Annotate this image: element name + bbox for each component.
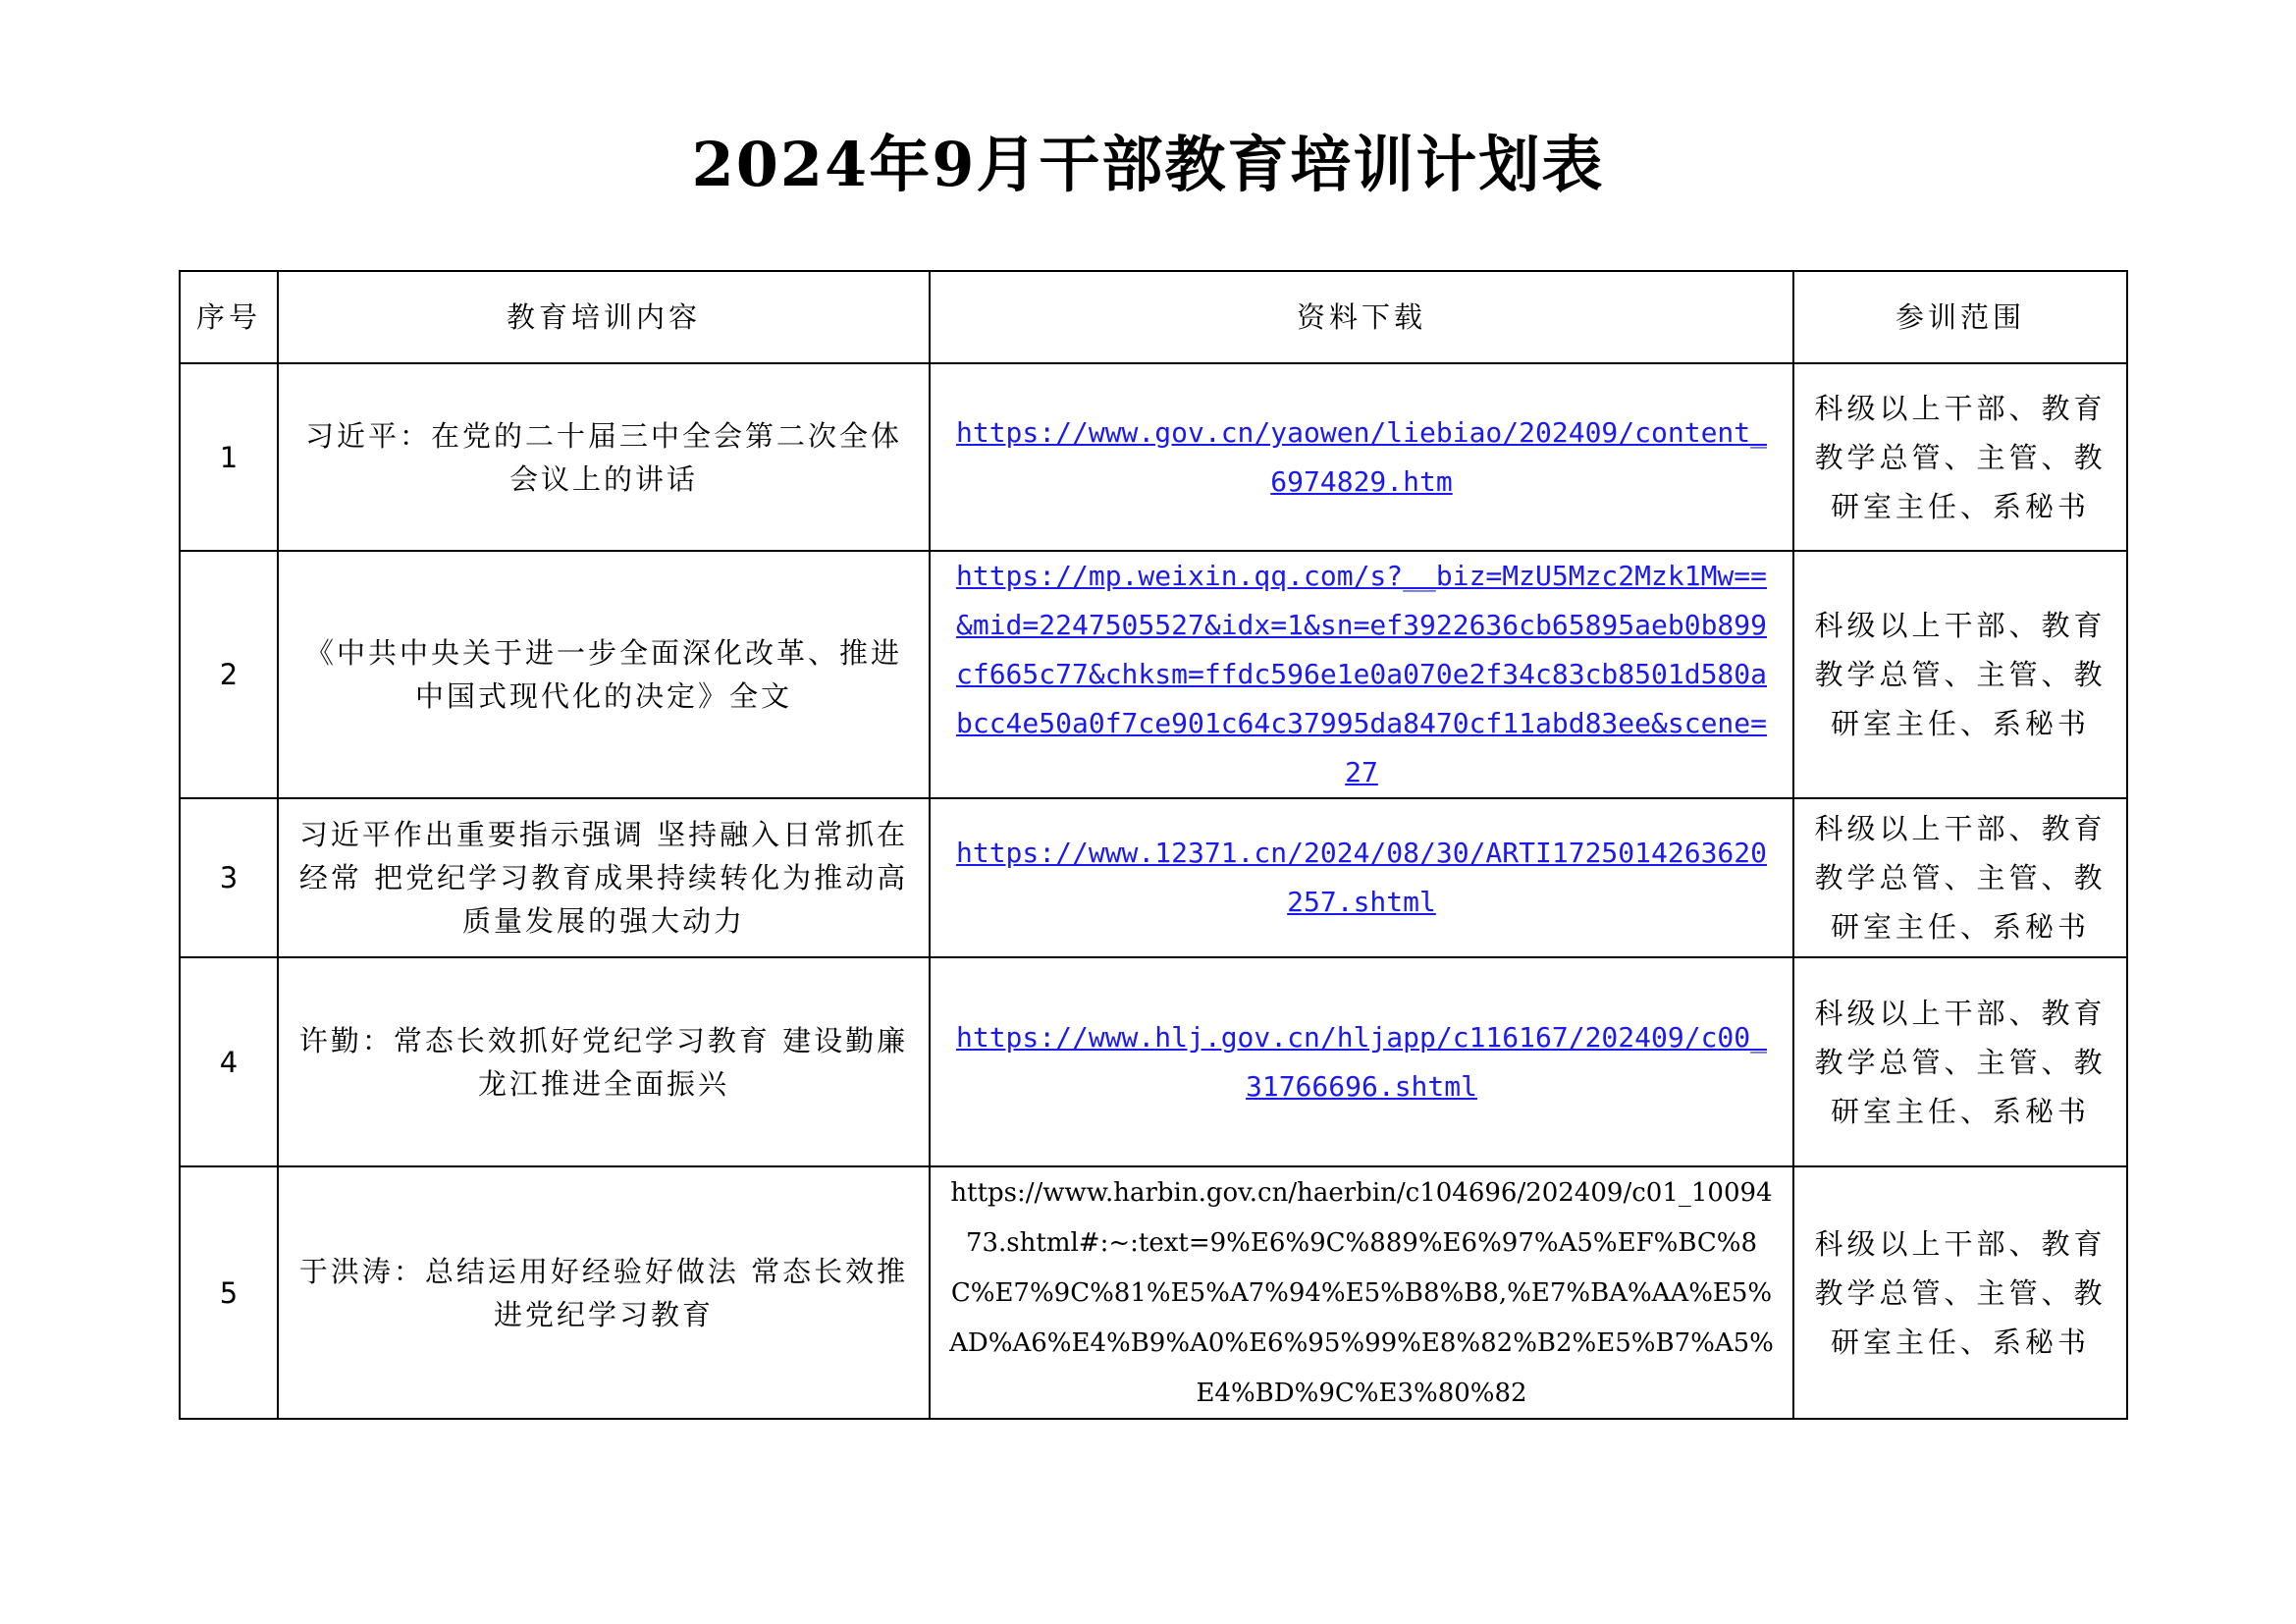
header-download: 资料下载 xyxy=(930,271,1793,363)
row-download-cell xyxy=(930,1166,1793,1419)
row-content: 习近平：在党的二十届三中全会第二次全体会议上的讲话 xyxy=(278,363,930,551)
page-title: 2024年9月干部教育培训计划表 xyxy=(691,129,1605,200)
row-seq: 3 xyxy=(180,798,278,957)
row-seq: 1 xyxy=(180,363,278,551)
row-seq: 5 xyxy=(180,1166,278,1419)
table-row xyxy=(180,798,2127,957)
header-scope: 参训范围 xyxy=(1793,271,2127,363)
row-download-cell xyxy=(930,363,1793,551)
row-seq: 2 xyxy=(180,551,278,798)
row-scope: 科级以上干部、教育教学总管、主管、教研室主任、系秘书 xyxy=(1793,363,2127,551)
row-content: 《中共中央关于进一步全面深化改革、推进中国式现代化的决定》全文 xyxy=(278,551,930,798)
table-row xyxy=(180,1166,2127,1419)
row-content: 于洪涛：总结运用好经验好做法 常态长效推进党纪学习教育 xyxy=(278,1166,930,1419)
training-plan-table xyxy=(179,270,2128,1420)
download-link[interactable]: https://www.hlj.gov.cn/hljapp/c116167/202409/c00_31766696.shtml xyxy=(955,1020,1767,1103)
header-content: 教育培训内容 xyxy=(278,271,930,363)
download-link[interactable]: https://www.gov.cn/yaowen/liebiao/202409/content_6974829.htm xyxy=(955,415,1767,498)
row-content: 许勤：常态长效抓好党纪学习教育 建设勤廉龙江推进全面振兴 xyxy=(278,957,930,1166)
header-seq: 序号 xyxy=(180,271,278,363)
table-row xyxy=(180,551,2127,798)
table-row xyxy=(180,363,2127,551)
row-download-cell xyxy=(930,957,1793,1166)
download-link[interactable]: https://www.12371.cn/2024/08/30/ARTI1725014263620257.shtml xyxy=(955,837,1767,918)
row-scope: 科级以上干部、教育教学总管、主管、教研室主任、系秘书 xyxy=(1793,1166,2127,1419)
row-download-cell xyxy=(930,798,1793,957)
table-header-row xyxy=(180,271,2127,363)
download-link[interactable]: https://mp.weixin.qq.com/s?__biz=MzU5Mzc2Mzk1Mw==&mid=2247505527&idx=1&sn=ef3922636cb65895aeb0b899cf665c77&chksm=ffdc596e1e0a070e2f34c83cb8501d580abcc4e50a0f7ce901c64c37995da8470cf11abd83ee&scene=27 xyxy=(955,560,1767,788)
row-scope: 科级以上干部、教育教学总管、主管、教研室主任、系秘书 xyxy=(1793,551,2127,798)
table-row xyxy=(180,957,2127,1166)
row-download-cell xyxy=(930,551,1793,798)
row-content: 习近平作出重要指示强调 坚持融入日常抓在经常 把党纪学习教育成果持续转化为推动高质量发展的强大动力 xyxy=(278,798,930,957)
row-scope: 科级以上干部、教育教学总管、主管、教研室主任、系秘书 xyxy=(1793,957,2127,1166)
download-url-text: https://www.harbin.gov.cn/haerbin/c104696/202409/c01_1009473.shtml#:~:text=9%E6%9C%889%E6%97%A5%EF%BC%8C%E7%9C%81%E5%A7%94%E5%B8%B8,%E7%BA%AA%E5%AD%A6%E4%B9%A0%E6%95%99%E8%82%B2%E5%B7%A5%E4%BD%9C%E3%80%82 xyxy=(949,1178,1774,1408)
row-scope: 科级以上干部、教育教学总管、主管、教研室主任、系秘书 xyxy=(1793,798,2127,957)
row-seq: 4 xyxy=(180,957,278,1166)
